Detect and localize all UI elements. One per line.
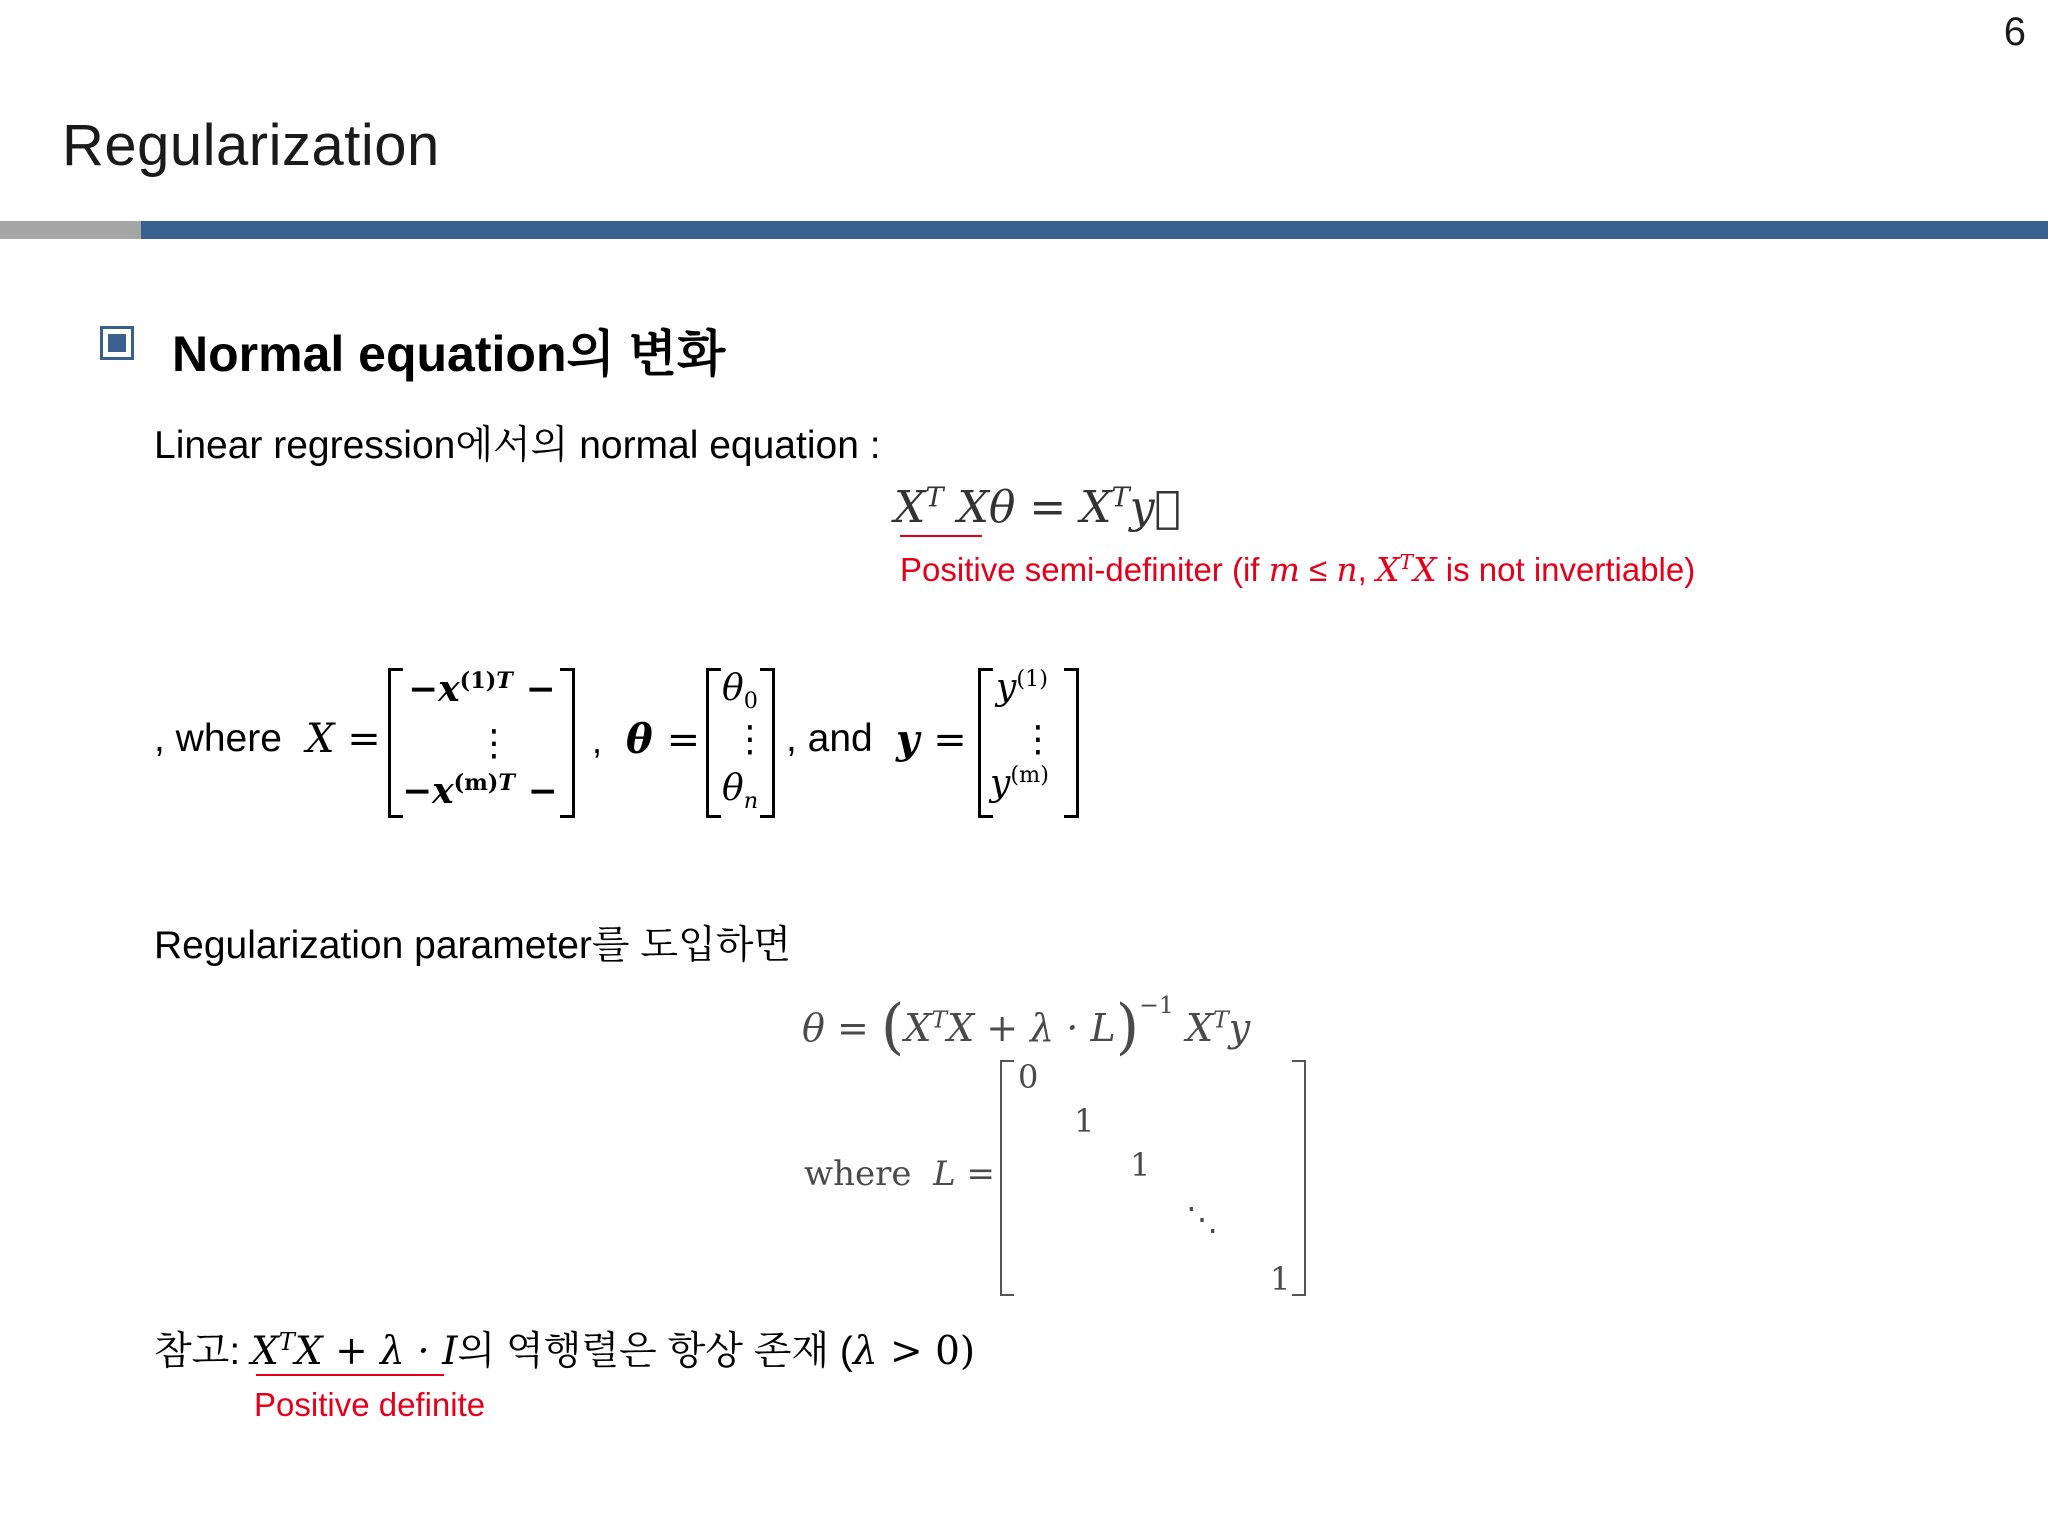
theta-vector-label: θ = [626,716,701,763]
theta-0: $\theta_0$ [722,668,758,715]
regularization-intro: Regularization parameter를 도입하면 [154,924,792,967]
normal-equation: $X^T$ $X\theta = X^Ty⃗$ [894,482,1181,533]
theta-vdots: ⋮ [732,718,768,759]
positive-definite-note: Positive definite [254,1386,486,1423]
matrix-L-entry-1: 1 [1074,1102,1095,1140]
y-1: $y^{(1)}$ [996,666,1048,708]
matrix-L-entry-0: 0 [1018,1058,1039,1096]
y-vdots: ⋮ [1020,718,1056,759]
section-heading: Normal equation의 변화 [172,326,726,382]
positive-semidefinite-note: Positive semi-definiter (if m ≤ n, $X^TX$ is not invertiable) [900,550,1696,589]
inverse-existence-note: 참고: $X^TX + \lambda \cdot I$의 역행렬은 항상 존재 (λ > 0) [154,1328,976,1374]
matrix-L-entry-2: 1 [1130,1146,1151,1184]
y-vector-label: y = [896,716,967,763]
matrix-X-row1: $-x^{(1)T}$ − [408,668,556,710]
page-number: 6 [2003,10,2026,54]
matrix-L-left-bracket [1000,1060,1014,1296]
matrix-X-rowm: $-x^{(m)T}$ − [402,770,558,812]
regularized-normal-equation: $\theta = (X^TX + \lambda \cdot L)^{-1}$ $X^Ty$ [802,991,1251,1062]
matrix-L-right-bracket [1292,1060,1306,1296]
where-label: , where [154,717,282,760]
where-L-label: where L = [804,1154,996,1194]
matrix-y-right-bracket [1064,668,1079,818]
title-underline-gray [0,221,141,239]
theta-n: $\theta_n$ [722,768,759,815]
matrix-L-entry-n: 1 [1270,1260,1291,1298]
red-underline-positive-definite [256,1374,444,1376]
matrix-X-right-bracket [560,668,575,818]
comma-1: , [592,720,603,761]
square-bullet-icon [100,326,134,360]
y-m: $y^{(m)}$ [990,762,1049,804]
matrix-theta-right-bracket [760,668,775,818]
matrix-X-left-bracket [388,668,403,818]
matrix-L-ddots: ⋱ [1186,1200,1218,1238]
normal-equation-intro: Linear regression에서의 normal equation : [154,424,881,467]
where-X: X = [306,716,381,762]
and-label: , and [786,717,873,760]
slide-title: Regularization [62,113,440,178]
title-underline-blue [141,221,2048,239]
red-underline-xtx [900,535,982,537]
matrix-theta-left-bracket [706,668,721,818]
matrix-X-vdots: ⋮ [476,722,512,763]
